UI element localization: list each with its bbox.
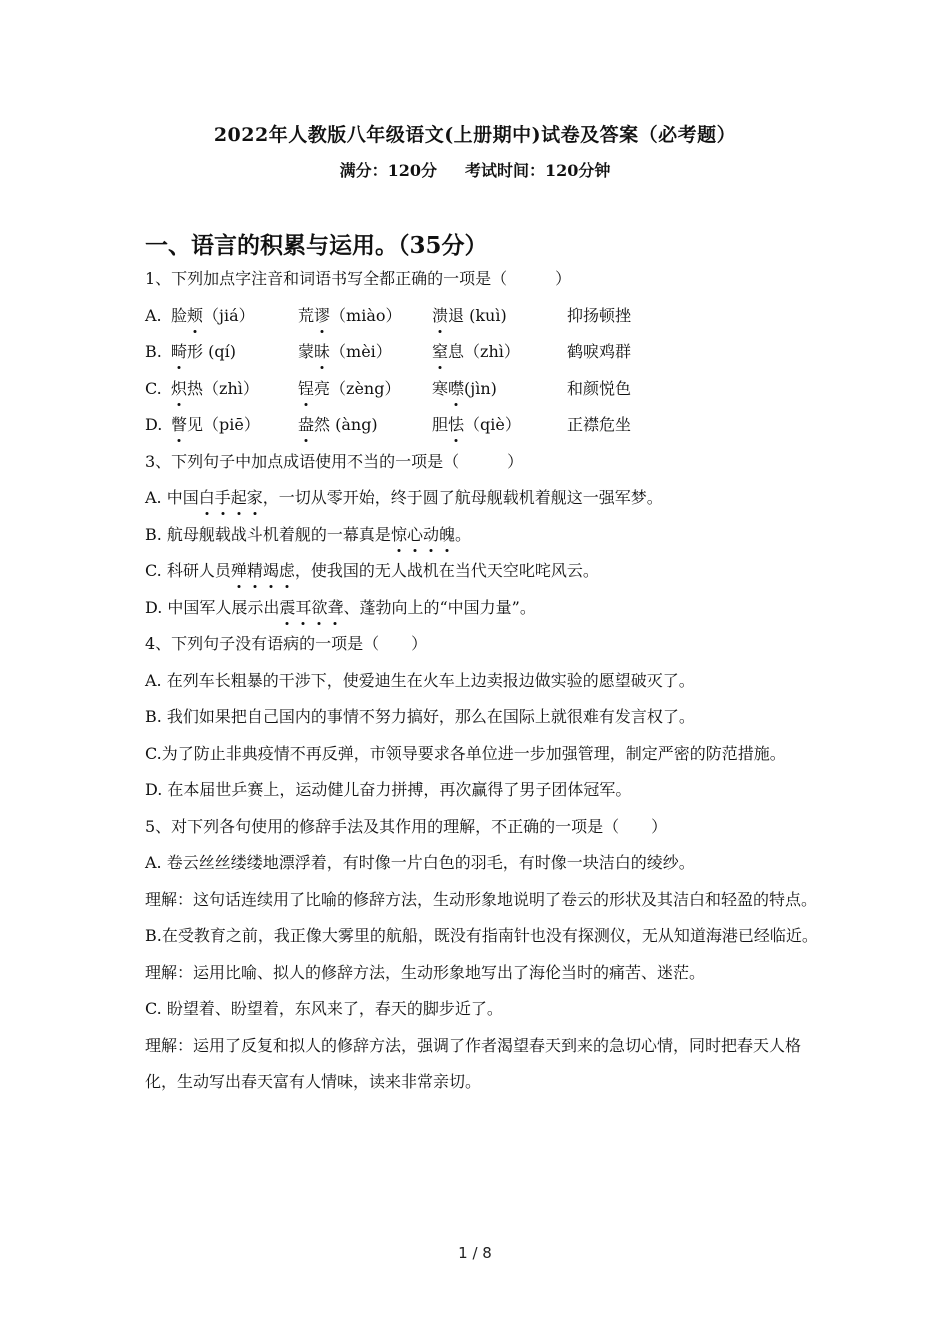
- option-label: A.: [145, 305, 162, 325]
- section-heading: 一、语言的积累与运用。（35分）: [145, 232, 488, 259]
- question-1-option-c: C. 炽热（zhì） 锃亮（zèng） 寒噤(jìn) 和颜悦色: [145, 378, 820, 415]
- question-1-stem: 1、下列加点字注音和词语书写全都正确的一项是（ ）: [145, 269, 572, 288]
- exam-time: 考试时间：120分钟: [465, 161, 611, 180]
- question-3-option-b: B. 航母舰载战斗机着舰的一幕真是惊心动魄。: [145, 524, 472, 544]
- option-word: 和颜悦色: [567, 378, 632, 398]
- question-3-option-a: A. 中国白手起家，一切从零开始，终于圆了航母舰载机着舰这一强军梦。: [145, 488, 663, 507]
- question-4-option-a: A. 在列车长粗暴的干涉下，使爱迪生在火车上边卖报边做实验的愿望破灭了。: [145, 670, 695, 690]
- dotted-idiom: 震耳欲聋: [279, 597, 344, 617]
- dotted-idiom: 惊心动魄: [390, 524, 455, 544]
- page-number: 1 / 8: [458, 1244, 492, 1262]
- question-1-option-a: A. 脸颊（jiá） 荒谬（miào） 溃退 (kuì) 抑扬顿挫: [145, 305, 820, 342]
- question-3-option-d: D. 中国军人展示出震耳欲聋、蓬勃向上的“中国力量”。: [145, 597, 536, 617]
- question-5-option-c: C. 盼望着、盼望着，东风来了，春天的脚步近了。: [145, 999, 503, 1018]
- question-5-option-b: B.在受教育之前，我正像大雾里的航船，既没有指南针也没有探测仪，无从知道海港已经临近。: [145, 926, 818, 945]
- option-word: 抑扬顿挫: [567, 305, 632, 325]
- dotted-idiom: 白手起家: [198, 488, 263, 507]
- option-label: C.: [145, 378, 162, 398]
- option-word: 正襟危坐: [567, 415, 632, 434]
- question-3-stem: 3、下列句子中加点成语使用不当的一项是（ ）: [145, 451, 524, 471]
- question-1-option-b: B. 畸形 (qí) 蒙昧（mèi） 窒息（zhì） 鹤唳鸡群: [145, 341, 820, 378]
- question-content: [145, 268, 820, 1108]
- option-word: 鹤唳鸡群: [567, 342, 632, 361]
- option-label: B.: [145, 342, 162, 361]
- question-5-option-a-note: 理解：这句话连续用了比喻的修辞方法，生动形象地说明了卷云的形状及其洁白和轻盈的特点。: [145, 889, 818, 909]
- question-4-option-d: D. 在本届世乒赛上，运动健儿奋力拼搏，再次赢得了男子团体冠军。: [145, 780, 632, 799]
- option-label: D.: [145, 415, 163, 434]
- question-3-option-c: C. 科研人员殚精竭虑，使我国的无人战机在当代天空叱咤风云。: [145, 561, 599, 580]
- dotted-idiom: 殚精竭虑: [230, 561, 295, 580]
- question-4-option-c: C.为了防止非典疫情不再反弹，市领导要求各单位进一步加强管理，制定严密的防范措施。: [145, 743, 786, 763]
- full-score: 满分：120分: [339, 161, 437, 180]
- exam-title: 2022年人教版八年级语文(上册期中)试卷及答案（必考题）: [213, 124, 737, 146]
- exam-subtitle: [0, 158, 950, 181]
- question-4-option-b: B. 我们如果把自己国内的事情不努力搞好，那么在国际上就很难有发言权了。: [145, 707, 695, 726]
- question-5-option-b-note: 理解：运用比喻、拟人的修辞方法，生动形象地写出了海伦当时的痛苦、迷茫。: [145, 962, 706, 982]
- question-5-option-c-note: 理解：运用了反复和拟人的修辞方法，强调了作者渴望春天到来的急切心情，同时把春天人格化，生动写出春天富有人情味，读来非常亲切。: [145, 1035, 802, 1091]
- question-5-option-a: A. 卷云丝丝缕缕地漂浮着，有时像一片白色的羽毛，有时像一块洁白的绫纱。: [145, 853, 695, 872]
- question-4-stem: 4、下列句子没有语病的一项是（ ）: [145, 634, 428, 653]
- question-5-stem: 5、对下列各句使用的修辞手法及其作用的理解，不正确的一项是（ ）: [145, 816, 668, 836]
- question-1-option-d: D. 瞥见（piē） 盎然 (àng) 胆怯（qiè） 正襟危坐: [145, 414, 820, 451]
